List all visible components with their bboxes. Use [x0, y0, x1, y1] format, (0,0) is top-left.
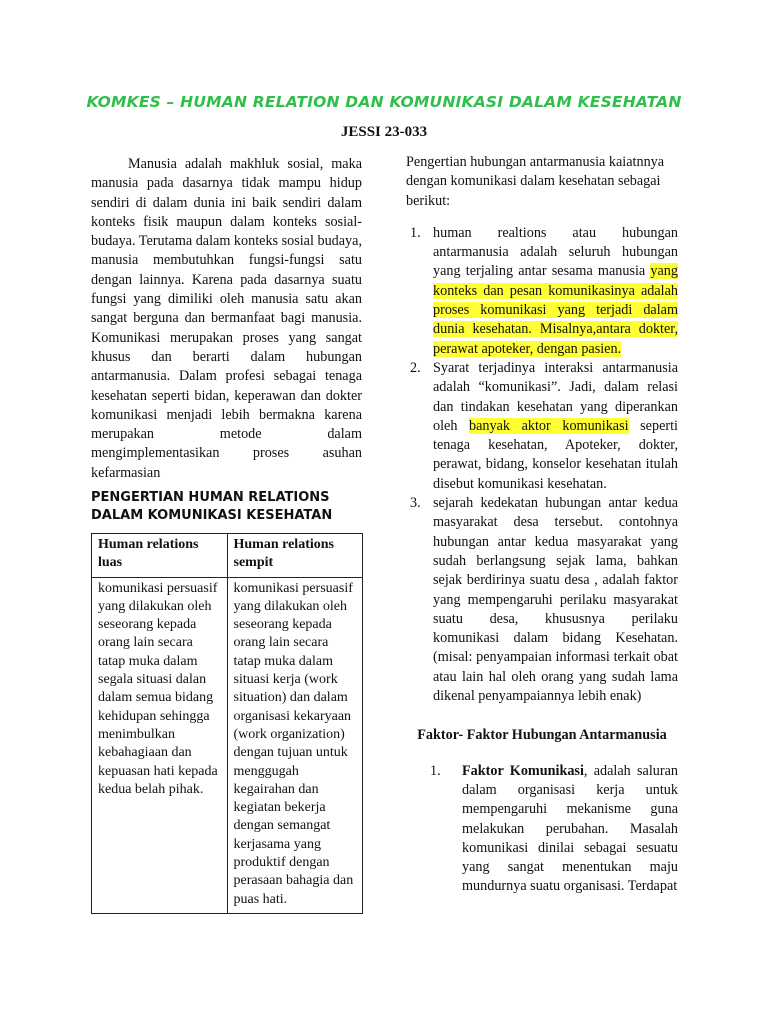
table-header-cell: Human relations sempit	[227, 534, 363, 578]
list-number: 1.	[430, 762, 441, 779]
factor-name: Faktor Komunikasi	[462, 762, 584, 779]
list-item	[406, 359, 678, 494]
human-relations-table	[91, 533, 363, 914]
list-text: Syarat terjadinya interaksi antarmanusia adalah “komunikasi”. Jadi, dalam relasi dan tindakan kesehatan yang diperankan oleh	[433, 359, 678, 434]
list-text: sejarah kedekatan hubungan antar kedua masyarakat desa tersebut. contohnya hubungan antar kedua masyarakat yang sudah berlangsung sejak lama, bahkan sejak berdirinya suatu desa , adalah faktor yang mempengaruhi perilaku masyarakat suatu desa, khususnya perilaku komunikasi dalam bidang Kesehatan. (misal: penyampaian informasi terkait obat atau lain hal oleh orang yang sudah lama dikenal penyampaiannya lebih enak)	[433, 495, 678, 705]
left-column	[91, 155, 362, 483]
list-text: , adalah saluran dalam organisasi kerja untuk mempengaruhi mekanisme guna melakukan perubahan. Masalah komunikasi dinilai sebagai sesuatu yang sangat menentukan maju mundurnya suatu organisasi. Terdapat	[462, 762, 678, 895]
definitions-list	[406, 224, 678, 706]
table-cell: komunikasi persuasif yang dilakukan oleh seseorang kepada orang lain secara tatap muka dalam situasi kerja (work situation) dan dalam organisasi kekaryaan (work organization) dengan tujuan untuk menggugah kegairahan dan kegiatan bekerja dengan semangat kerjasama yang produktif dengan perasaan bahagia dan puas hati.	[227, 577, 363, 913]
table-cell: komunikasi persuasif yang dilakukan oleh seseorang kepada orang lain secara tatap muka dalam segala situasi dalan dalam semua bidang kehidupan sehingga menimbulkan kebahagiaan dan kepuasan hati kepada kedua belah pihak.	[92, 577, 228, 913]
factors-list	[406, 762, 678, 897]
list-item	[406, 494, 678, 706]
factors-heading: Faktor- Faktor Hubungan Antarmanusia	[417, 727, 667, 744]
right-column	[406, 153, 678, 897]
author-name: JESSI 23-033	[340, 124, 428, 140]
list-item	[406, 224, 678, 359]
list-item	[406, 762, 678, 897]
list-number: 1.	[410, 224, 421, 241]
document-title: KOMKES – HUMAN RELATION DAN KOMUNIKASI DALAM KESEHATAN	[86, 93, 682, 111]
intro-paragraph: Manusia adalah makhluk sosial, maka manusia pada dasarnya tidak mampu hidup sendiri di dalam dunia ini baik sendiri dalam konteks fisik maupun dalam konteks sosial-budaya. Terutama dalam konteks sosial budaya, manusia membutuhkan fungsi-fungsi satu dengan lainnya. Karena pada dasarnya suatu fungsi yang dimiliki oleh manusia satu akan sangat berguna dan bermanfaat bagi manusia. Komunikasi merupakan proses yang sangat khusus dan berarti dalam hubungan antarmanusia. Dalam profesi sebagai tenaga kesehatan seperti bidan, keperawan dan dokter komunikasi menjadi lebih bermakna karena merupakan metode dalam mengimplementasikan proses asuhan kefarmasian	[91, 156, 362, 481]
table-row	[92, 577, 363, 913]
table-header-row	[92, 534, 363, 578]
list-text: human realtions atau hubungan antarmanusia adalah seluruh hubungan yang terjaling antar sesama manusia	[433, 224, 678, 280]
table-header-cell: Human relations luas	[92, 534, 228, 578]
right-intro-paragraph: Pengertian hubungan antarmanusia kaiatnnya dengan komunikasi dalam kesehatan sebagai berikut:	[406, 154, 665, 209]
list-text: seperti tenaga kesehatan, Apoteker, dokter, perawat, bidang, konselor kesehatan itulah disebut komunikasi kesehatan.	[433, 417, 678, 492]
section-heading-human-relations: PENGERTIAN HUMAN RELATIONS DALAM KOMUNIKASI KESEHATAN	[91, 490, 333, 523]
highlighted-text: yang konteks dan pesan komunikasinya adalah proses komunikasi yang terjadi dalam dunia kesehatan. Misalnya,antara dokter, perawat apoteker, dengan pasien.	[433, 263, 678, 357]
list-number: 3.	[410, 495, 421, 512]
highlighted-text: banyak aktor komunikasi	[469, 417, 629, 434]
list-number: 2.	[410, 359, 421, 376]
